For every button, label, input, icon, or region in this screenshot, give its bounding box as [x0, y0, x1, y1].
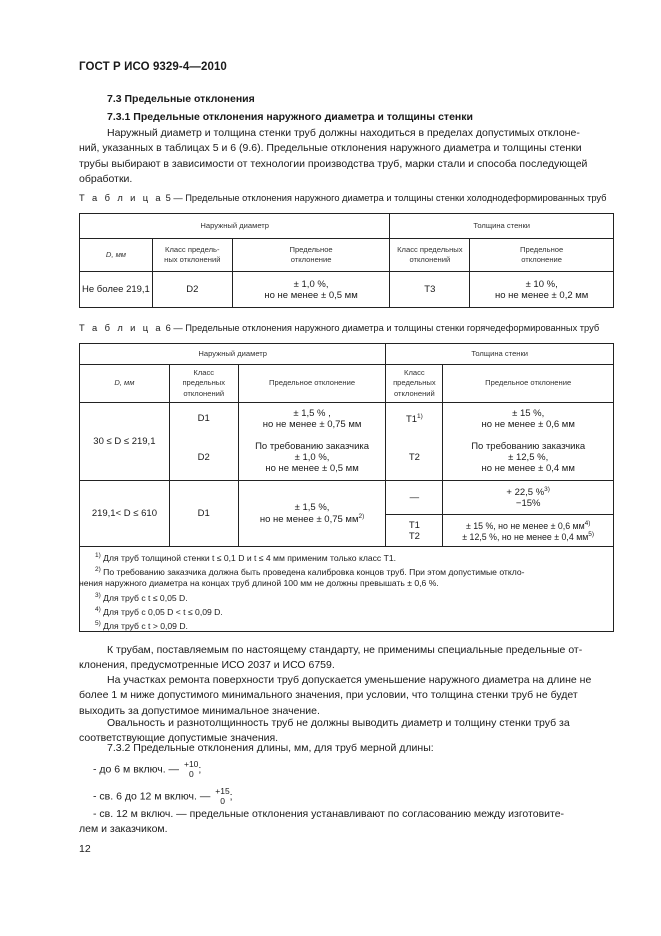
formula-tolerance [184, 760, 198, 779]
table6-cell-dev-wall [443, 435, 614, 481]
footnote-mark: 1) [95, 552, 101, 559]
cell-line: По требованию заказчика [471, 440, 586, 452]
table6-cell-dev-outer [238, 403, 386, 435]
table6-cell-d: 30 ≤ D ≤ 219,1 [80, 403, 170, 481]
footnote-ref: 3) [544, 486, 550, 493]
footnote-mark: 2) [95, 566, 101, 574]
paragraph-line: ний, указанных в таблицах 5 и 6 (9.6). Предельные отклонения наружного диаметра и толщины стенки [79, 142, 582, 155]
paragraph-over-12m [79, 807, 615, 838]
table6-cell-class-wall [386, 515, 443, 547]
formula-upper: +15 [215, 786, 230, 796]
cell-line: ± 15 %, [512, 407, 545, 419]
paragraph-line: выходить за допустимое минимальное значение. [79, 704, 320, 717]
paragraph-line: На участках ремонта поверхности труб допускается уменьшение наружного диаметра на длине не [107, 674, 592, 686]
formula-text: - св. 6 до 12 м включ. — [93, 790, 211, 803]
table5-cell-dev-outer [232, 272, 390, 308]
table5-cell-class-outer: D2 [152, 272, 232, 308]
page-number: 12 [79, 843, 91, 855]
table6-cell-d: 219,1< D ≤ 610 [80, 481, 170, 547]
footnote-mark: 3) [95, 591, 101, 599]
paragraph-line: Наружный диаметр и толщина стенки труб должны находиться в пределах допустимых отклоне- [107, 127, 580, 139]
footnote-mark: 4) [95, 605, 101, 613]
table6-caption-text: 6 — Предельные отклонения наружного диаметра и толщины стенки горячедеформированных труб [165, 323, 600, 333]
cell-line: ± 1,0 %, [293, 278, 329, 290]
footnote-ref: 2) [358, 513, 365, 520]
footnote-ref: 4) [584, 519, 591, 527]
table5-caption [79, 193, 606, 203]
footnote-text: По требованию заказчика должна быть проведена калибровка концов труб. При этом допустимые откло- [103, 567, 525, 578]
footnote [95, 604, 610, 618]
paragraph-special-tolerances [79, 643, 615, 674]
cell-line [445, 486, 611, 498]
table6-cell-dev-outer [238, 481, 386, 547]
table5-caption-text: 5 — Предельные отклонения наружного диаметра и толщины стенки холоднодеформированных труб [165, 193, 607, 203]
table5-col-class-outer: Класс предель- ных отклонений [152, 239, 232, 272]
table6-col-dev-wall: Предельное отклонение [443, 365, 614, 403]
paragraph-tolerances-intro [79, 126, 615, 187]
cell-line: но не менее ± 0,5 мм [265, 462, 359, 474]
cell-line: Т2 [408, 530, 420, 542]
cell-line: ± 1,5 %, [294, 502, 330, 513]
paragraph-line: трубы выбирают в зависимости от технологии производства труб, марки стали и способа последующей [79, 157, 588, 170]
table6-cell-dev-outer [238, 435, 386, 481]
table6-cell-class-wall: Т2 [386, 435, 443, 481]
table6-caption [79, 323, 599, 333]
footnote-ref: 1) [417, 412, 423, 420]
table6-group-outer: Наружный диаметр [80, 344, 386, 365]
paragraph-line: Овальность и разнотолщинность труб не должны выводить диаметр и толщину стенки труб за [107, 717, 570, 729]
footnote [79, 578, 610, 589]
table6-cell-dev-wall [443, 403, 614, 435]
table5-cell-d: Не более 219,1 [80, 272, 153, 308]
cell-line: но не менее ± 0,75 мм [262, 418, 362, 430]
table5-group-outer: Наружный диаметр [80, 214, 390, 239]
section-title: 7.3 Предельные отклонения [107, 93, 255, 105]
cell-line: но не менее ± 0,6 мм [481, 418, 575, 430]
cell-text: ± 15 %, но не менее ± 0,6 мм [465, 520, 585, 531]
table6-cell-class-outer: D1 [169, 403, 238, 435]
table6-col-d: D, мм [80, 365, 170, 403]
paragraph-line: - св. 12 м включ. — предельные отклонения устанавливают по согласованию между изготовите- [93, 808, 565, 820]
table5-cell-dev-wall [470, 272, 614, 308]
paragraph-length-tolerances [79, 741, 615, 756]
paragraph-line: более 1 м ниже допустимого минимального значения, при условии, что толщина стенки труб не будет [79, 689, 578, 702]
formula-tolerance [215, 787, 229, 806]
table6-col-dev-outer: Предельное отклонение [238, 365, 386, 403]
cell-line [445, 520, 611, 531]
paragraph-line: лем и заказчиком. [79, 823, 168, 836]
paragraph-line: соответствующие допустимые значения. [79, 732, 279, 745]
footnote [95, 618, 610, 632]
footnote-text: нения наружного диаметра на концах труб длиной 100 мм не должны превышать ± 0,6 %. [79, 578, 439, 589]
footnote-text: Для труб с 0,05 D < t ≤ 0,09 D. [103, 606, 223, 617]
table6-cell-class-outer: D1 [169, 481, 238, 547]
footnote-ref: 5) [588, 530, 595, 538]
table6-cell-class-outer: D2 [169, 435, 238, 481]
cell-text: + 22,5 % [506, 487, 545, 498]
table6-col-class-wall: Класс предельных отклонений [386, 365, 443, 403]
footnote-text: Для труб с t > 0,09 D. [103, 621, 188, 632]
formula-6-to-12m [93, 787, 233, 806]
table5-cell-class-wall: Т3 [390, 272, 470, 308]
cell-text: но не менее ± 0,75 мм [259, 514, 359, 525]
paragraph-line: клонения, предусмотренные ИСО 2037 и ИСО 6759. [79, 659, 335, 672]
formula-end: ; [198, 763, 202, 776]
paragraph-line: К трубам, поставляемым по настоящему стандарту, не применимы специальные предельные от- [107, 644, 583, 656]
formula-lower: 0 [220, 795, 225, 806]
formula-text: - до 6 м включ. — [93, 763, 180, 776]
table5-col-class-wall: Класс предельных отклонений [390, 239, 470, 272]
table5-col-dev-wall: Предельное отклонение [470, 239, 614, 272]
formula-lower: 0 [188, 768, 194, 779]
cell-text: ± 12,5 %, но не менее ± 0,4 мм [462, 531, 589, 542]
footnote [95, 564, 610, 578]
cell-line: ± 10 %, [525, 278, 558, 290]
table5 [79, 213, 614, 308]
table6-footnotes [79, 550, 610, 632]
table5-caption-label: Т а б л и ц а [79, 193, 163, 203]
cell-line: ± 1,0 %, [294, 451, 330, 463]
cell-line: −15% [515, 498, 541, 509]
cell-line: ± 12,5 %, [508, 451, 549, 463]
table5-col-d: D, мм [80, 239, 153, 272]
footnote-text: Для труб толщиной стенки t ≤ 0,1 D и t ≤ 4 мм применим только класс Т1. [103, 553, 397, 563]
cell-line: Т1 [408, 519, 420, 531]
cell-line: но не менее ± 0,4 мм [481, 462, 575, 474]
cell-line: По требованию заказчика [255, 440, 370, 452]
cell-line: ± 1,5 % , [293, 407, 331, 419]
paragraph-line: 7.3.2 Предельные отклонения длины, мм, для труб мерной длины: [107, 742, 434, 754]
table5-col-dev-outer: Предельное отклонение [232, 239, 390, 272]
formula-upper: +10 [183, 759, 199, 769]
subsection-title: 7.3.1 Предельные отклонения наружного диаметра и толщины стенки [107, 111, 473, 123]
footnote-text: Для труб с t ≤ 0,05 D. [103, 592, 188, 603]
footnote [95, 550, 610, 564]
table6-col-class-outer: Класс предельных отклонений [169, 365, 238, 403]
cell-line [241, 513, 384, 525]
footnote-mark: 5) [95, 620, 101, 628]
cell-line: но не менее ± 0,2 мм [494, 289, 589, 301]
formula-up-to-6m [93, 760, 201, 779]
table6-cell-dev-wall [443, 481, 614, 515]
cell-text: Т1 [405, 413, 418, 425]
table6-cell-class-wall: — [386, 481, 443, 515]
table5-group-wall: Толщина стенки [390, 214, 614, 239]
cell-line: но не менее ± 0,5 мм [264, 289, 358, 301]
table6-cell-dev-wall [443, 515, 614, 547]
table6-caption-label: Т а б л и ц а [79, 323, 163, 333]
paragraph-line: обработки. [79, 172, 133, 185]
formula-end: ; [229, 790, 233, 803]
document-header: ГОСТ Р ИСО 9329-4—2010 [79, 61, 227, 73]
footnote [95, 590, 610, 604]
cell-line [445, 531, 611, 542]
paragraph-repair-areas [79, 673, 615, 719]
table6-group-wall: Толщина стенки [386, 344, 614, 365]
table6-cell-class-wall [386, 403, 443, 435]
